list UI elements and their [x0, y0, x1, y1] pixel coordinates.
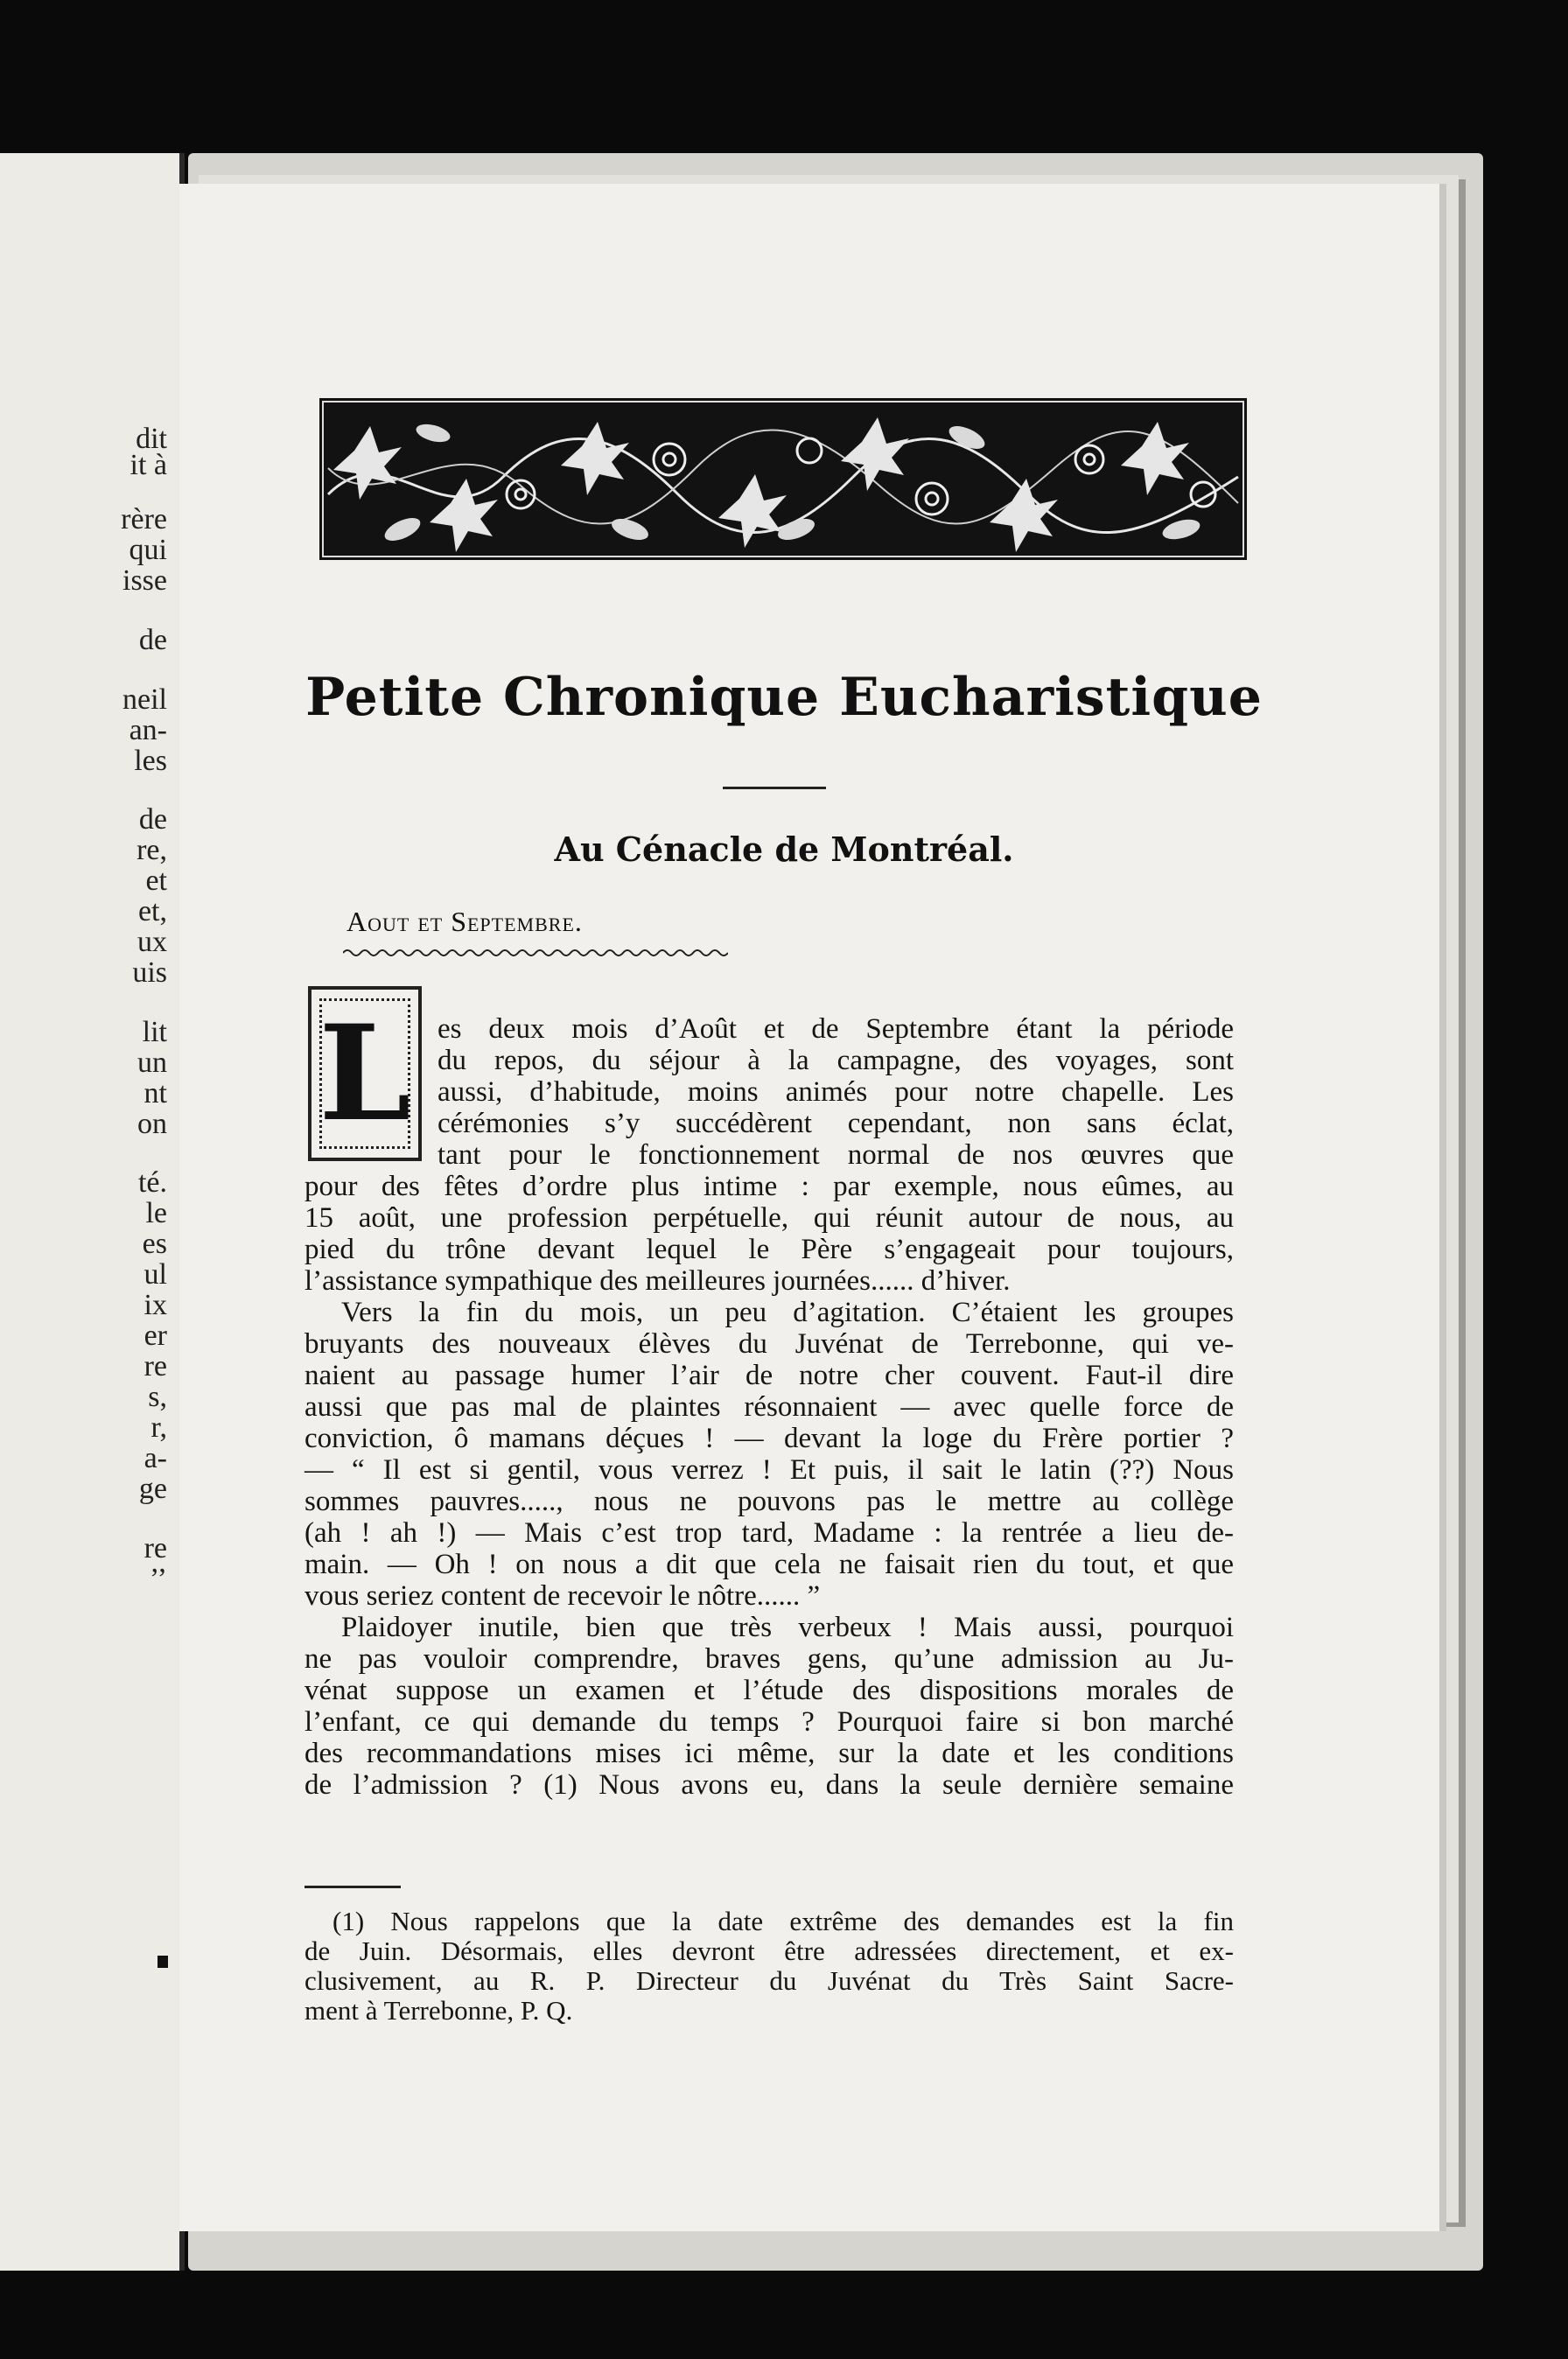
page-title: Petite Chronique Eucharistique: [305, 667, 1263, 728]
body-line: bruyants des nouveaux élèves du Juvénat de Terrebonne, qui ve-: [304, 1328, 1234, 1360]
left-fragment: an-: [129, 714, 167, 746]
left-fragment: dit: [136, 423, 167, 455]
body-line: tant pour le fonctionnement normal de nos œuvres que: [438, 1139, 1234, 1171]
body-line: Vers la fin du mois, un peu d’agitation. C’étaient les groupes: [341, 1297, 1234, 1328]
left-fragment: les: [134, 745, 167, 777]
subtitle: Au Cénacle de Montréal.: [554, 830, 1014, 869]
body-line: de l’admission ? (1) Nous avons eu, dans la seule dernière semaine: [304, 1769, 1234, 1801]
drop-cap: [308, 986, 422, 1161]
floral-ornament-banner: [319, 398, 1247, 560]
body-line: (ah ! ah !) — Mais c’est trop tard, Madame : la rentrée a lieu de-: [304, 1517, 1234, 1549]
left-fragment: rère: [121, 503, 167, 536]
body-line: main. — Oh ! on nous a dit que cela ne faisait rien du tout, et que: [304, 1549, 1234, 1580]
footnote-line: (1) Nous rappelons que la date extrême des demandes est la fin: [332, 1906, 1234, 1936]
floral-ornament-graphic: [319, 398, 1247, 560]
body-line: — “ Il est si gentil, vous verrez ! Et puis, il sait le latin (??) Nous: [304, 1454, 1234, 1486]
body-line: des recommandations mises ici même, sur la date et les conditions: [304, 1738, 1234, 1769]
footnote-line: de Juin. Désormais, elles devront être adressées directement, et ex-: [304, 1936, 1234, 1966]
left-fragment: ’’: [149, 1563, 167, 1595]
body-line: ne pas vouloir comprendre, braves gens, qu’une admission au Ju-: [304, 1643, 1234, 1675]
left-fragment: le: [145, 1197, 167, 1229]
left-fragment: lit: [142, 1016, 167, 1048]
left-fragment: re: [144, 1532, 167, 1564]
left-fragment: es: [142, 1228, 167, 1260]
left-fragment: uis: [132, 956, 167, 989]
body-line: aussi, d’habitude, moins animés pour notre chapelle. Les: [438, 1076, 1234, 1108]
body-line: pour des fêtes d’ordre plus intime : par exemple, nous eûmes, au: [304, 1171, 1234, 1202]
binding-mark: [158, 1956, 168, 1968]
body-line: vous seriez content de recevoir le nôtre...... ”: [304, 1580, 821, 1612]
left-page-edge: [0, 153, 185, 2271]
left-fragment: on: [137, 1108, 167, 1140]
body-line: l’assistance sympathique des meilleures journées...... d’hiver.: [304, 1265, 1011, 1297]
body-line: pied du trône devant lequel le Père s’engageait pour toujours,: [304, 1234, 1234, 1265]
body-line: conviction, ô mamans déçues ! — devant la loge du Frère portier ?: [304, 1423, 1234, 1454]
left-fragment: qui: [129, 534, 167, 566]
left-fragment: it à: [130, 449, 167, 481]
left-fragment: isse: [122, 564, 167, 597]
footnote-line: ment à Terrebonne, P. Q.: [304, 1995, 573, 2026]
left-fragment: a-: [144, 1442, 167, 1474]
left-fragment: r,: [150, 1411, 167, 1444]
left-fragment: ge: [138, 1473, 167, 1505]
left-fragment: er: [144, 1320, 167, 1352]
body-line: vénat suppose un examen et l’étude des dispositions morales de: [304, 1675, 1234, 1706]
left-fragment: ux: [137, 926, 167, 958]
body-line: cérémonies s’y succédèrent cependant, non sans éclat,: [438, 1108, 1234, 1139]
left-fragment: et,: [137, 895, 167, 928]
drop-cap-letter: L: [318, 997, 411, 1151]
body-line: aussi que pas mal de plaintes résonnaient — avec quelle force de: [304, 1391, 1234, 1423]
left-fragment: ix: [144, 1289, 167, 1321]
wavy-underline: [343, 947, 728, 959]
left-fragment: s,: [148, 1381, 167, 1413]
left-fragment: un: [137, 1046, 167, 1079]
left-fragment: de: [138, 624, 167, 656]
left-fragment: nt: [144, 1077, 167, 1110]
footnote-line: clusivement, au R. P. Directeur du Juvénat du Très Saint Sacre-: [304, 1965, 1234, 1996]
left-fragment: et: [145, 864, 167, 897]
left-fragment: neil: [122, 683, 167, 716]
body-line: Plaidoyer inutile, bien que très verbeux ! Mais aussi, pourquoi: [341, 1612, 1234, 1643]
title-rule: [723, 787, 826, 789]
body-line: du repos, du séjour à la campagne, des voyages, sont: [438, 1045, 1234, 1076]
body-line: sommes pauvres....., nous ne pouvons pas le mettre au collège: [304, 1486, 1234, 1517]
body-line: es deux mois d’Août et de Septembre étant la période: [438, 1013, 1234, 1045]
body-line: naient au passage humer l’air de notre cher couvent. Faut-il dire: [304, 1360, 1234, 1391]
left-fragment: re,: [136, 834, 167, 866]
body-line: 15 août, une profession perpétuelle, qui réunit autour de nous, au: [304, 1202, 1234, 1234]
left-fragment: ul: [144, 1258, 167, 1291]
left-fragment: de: [138, 803, 167, 836]
section-heading: Aout et Septembre.: [346, 906, 583, 937]
body-line: l’enfant, ce qui demande du temps ? Pourquoi faire si bon marché: [304, 1706, 1234, 1738]
left-fragment: té.: [137, 1166, 167, 1199]
left-fragment: re: [144, 1350, 167, 1382]
footnote-rule: [304, 1886, 401, 1888]
